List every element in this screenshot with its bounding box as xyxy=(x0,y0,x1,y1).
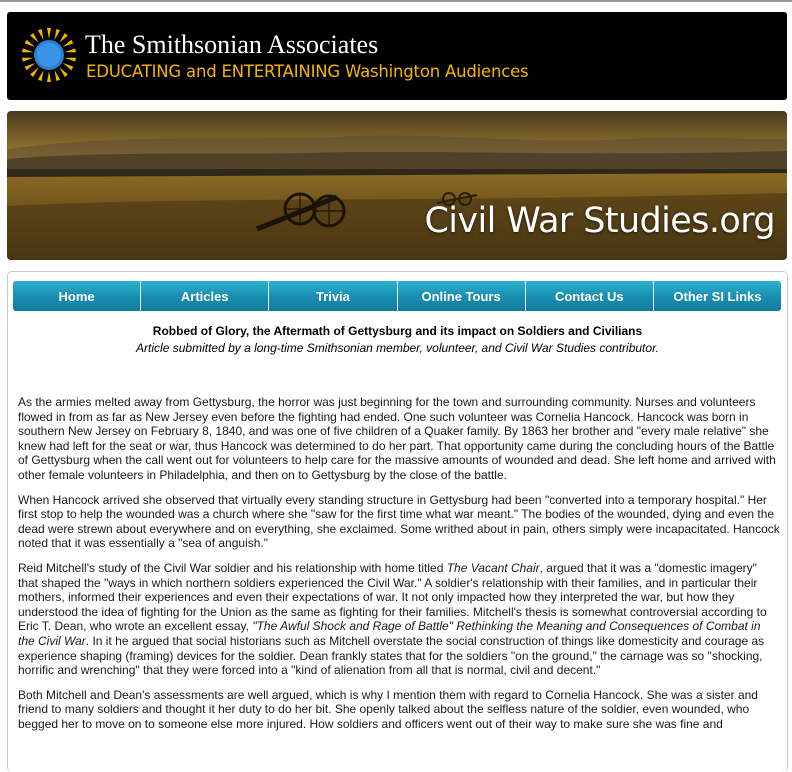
article-paragraph-3 xyxy=(18,561,780,678)
nav-contact-us[interactable]: Contact Us xyxy=(526,281,654,311)
paragraph-3-text-a: Reid Mitchell's study of the Civil War soldier and his relationship with home titled xyxy=(18,560,447,575)
organization-name: The Smithsonian Associates xyxy=(85,30,379,59)
organization-tagline: EDUCATING and ENTERTAINING Washington Audiences xyxy=(86,62,529,81)
paragraph-3-text-c: . In it he argued that social historians such as Mitchell overstate the social construction of things like domesticity and courage as experience shaping (framing) devices for the soldier. Dean frankly states that for the soldiers "on the ground," the carnage was so "shocking, horrific and wrenching" that they were forced into a "kind of alienation from all that is normal, civil and decent." xyxy=(18,633,765,678)
article-paragraph-1: As the armies melted away from Gettysburg, the horror was just beginning for the town and surrounding community. Nurses and volunteers flowed in from as far as New Jersey even before the fighting had ended. One such volunteer was Cornelia Hancock. Hancock was born in southern New Jersey on February 8, 1840, and was one of five children of a Quaker family. By 1863 her brother and "every male relative" she knew had left for the seat or war, thus Hancock was determined to do her part. That opportunity came during the concluding hours of the Battle of Gettysburg when the call went out for volunteers to help care for the massive amounts of wounded and dead. She left home and arrived with other female volunteers in Philadelphia, and then on to Gettysburg by the close of the battle. xyxy=(18,395,776,482)
nav-articles[interactable]: Articles xyxy=(141,281,269,311)
site-header xyxy=(7,12,787,100)
top-border xyxy=(0,0,792,2)
smithsonian-sun-logo[interactable] xyxy=(21,27,77,83)
article-paragraph-4: Both Mitchell and Dean's assessments are well argued, which is why I mention them with regard to Cornelia Hancock. She was a sister and friend to many soldiers and thought it her duty to do her bit. She openly talked about the selfless nature of the soldier, even wounded, who begged her to move on to someone else more injured. How soldiers and officers went out of their way to make sure she was fine and xyxy=(18,687,758,731)
banner-site-title: Civil War Studies.org xyxy=(424,201,775,241)
book-title-vacant-chair: The Vacant Chair xyxy=(446,560,540,575)
article-subtitle: Article submitted by a long-time Smithsonian member, volunteer, and Civil War Studies contributor. xyxy=(136,341,659,355)
article-body xyxy=(18,395,780,741)
nav-trivia[interactable]: Trivia xyxy=(269,281,397,311)
paragraph-3-text-b: , argued that it was a "domestic imagery" that shaped the "ways in which northern soldiers experienced the Civil War." A soldier's relationship with their families, and in particular their mothers, informed their experiences and even their expectations of war. It not only impacted how they interpreted the war, but how they understood the idea of fighting for the Union as the same as fighting for their families. Mitchell's thesis is somewhat controversial according to Eric T. Dean, who wrote an excellent essay, xyxy=(18,560,767,634)
content-panel xyxy=(7,271,788,772)
nav-online-tours[interactable]: Online Tours xyxy=(398,281,526,311)
article-paragraph-2: When Hancock arrived she observed that virtually every standing structure in Gettysburg had been "converted into a temporary hospital." Her first stop to help the wounded was a church where she "saw for the first time what war meant." The bodies of the wounded, dying and even the dead were strewn about everywhere and on everything, she exclaimed. Some writhed about in pain, others simply were incapacitated. Hancock noted that it was essentially a "sea of anguish." xyxy=(18,492,780,551)
essay-title-awful-shock: "The Awful Shock and Rage of Battle" Rethinking the Meaning and Consequences of Combat in the Civil War xyxy=(18,619,761,648)
hero-banner xyxy=(7,111,787,260)
nav-home[interactable]: Home xyxy=(13,281,141,311)
main-navigation xyxy=(13,281,781,311)
nav-other-si-links[interactable]: Other SI Links xyxy=(654,281,781,311)
article-title: Robbed of Glory, the Aftermath of Gettysburg and its impact on Soldiers and Civilians xyxy=(152,324,643,338)
